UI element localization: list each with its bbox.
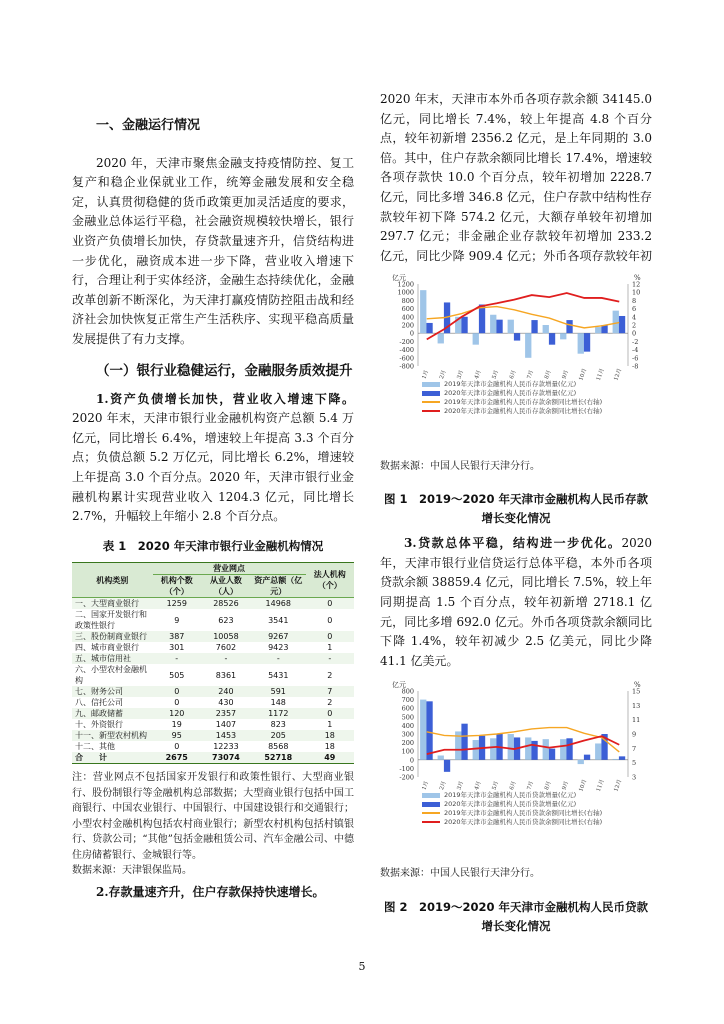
paragraph-1-heading: 1.资产负债增长加快，营业收入增速下降。: [96, 391, 354, 406]
cell-staff: 623: [218, 615, 234, 625]
bar-2020: [531, 320, 537, 333]
cell-name: 二、国家开发银行和政策性银行: [75, 610, 147, 631]
cell-name: 三、股份制商业银行: [72, 631, 153, 642]
th-type: 机构类别: [72, 563, 153, 598]
cell-legal: 7: [306, 686, 354, 697]
table-row: [72, 697, 354, 708]
paragraph-3-body: 2020 年，天津市银行业信贷运行总体平稳，本外币各项贷款余额 38859.4 亿元，同比增长 7.5%，较上年同期提高 1.5 个百分点，较年初新增 2718.1 亿元，同比多增 692.0 亿元。外币各项贷款余额同比下降 1.4%，较年初减少 2.5 亿美元，同比少降 41.1 亿美元。: [380, 536, 652, 668]
cell-name: 十二、其他: [75, 742, 115, 752]
cell-count: 0: [174, 698, 180, 708]
section-title: 一、金融运行情况: [96, 118, 201, 133]
x-tick: 11月: [595, 779, 606, 793]
cell-count: 95: [153, 730, 201, 741]
y-left-tick: -200: [399, 773, 414, 782]
y-right-tick: -2: [632, 337, 639, 346]
legend-label: 2019年天津市金融机构人民币存款余额同比增长(右轴): [444, 398, 603, 406]
legend-swatch: [422, 821, 440, 823]
table-source: 数据来源：天津银保监局。: [72, 865, 192, 877]
x-tick: 2月: [438, 780, 448, 792]
x-tick: 4月: [473, 369, 483, 380]
y-right-tick: 7: [632, 745, 637, 754]
bar-2019: [438, 756, 444, 760]
legend-item: [422, 389, 602, 398]
cell-assets: 823: [270, 720, 286, 730]
table-row: [72, 653, 354, 664]
x-tick: 3月: [456, 780, 466, 792]
bar-2020: [479, 305, 485, 334]
intro-paragraph: 2020 年，天津市聚焦金融支持疫情防控、复工复产和稳企业保就业工作，统筹金融发展和安全稳定，认真贯彻稳健的货币政策更加灵活适度的要求，金融业总体运行平稳，社会融资规模较快增长，银行业资产负债增长加快，存贷款量速齐升，信贷结构进一步优化，融资成本进一步下降，营业收入增速下行，合理让利于实体经济，金融生态持续优化，金融改革创新不断深化，为天津打赢疫情防控阻击战和经济社会加快恢复正常生产生活秩序、实现平稳高质量发展提供了有力支撑。: [72, 155, 354, 346]
th-staff: 从业人数（人）: [201, 575, 251, 598]
x-tick: 9月: [561, 780, 571, 792]
legend-label: 2019年天津市金融机构人民币贷款余额同比增长(右轴): [444, 809, 603, 818]
legend-item: [422, 407, 602, 416]
x-tick: 10月: [578, 779, 589, 793]
cell-count: 9: [174, 615, 180, 625]
bar-2019: [438, 333, 444, 343]
bar-2019: [420, 700, 426, 760]
y-left-tick: -200: [399, 337, 414, 346]
x-tick: 1月: [421, 780, 431, 792]
page-number: 5: [358, 960, 366, 973]
legend-swatch: [422, 812, 440, 814]
y-right-tick: 6: [632, 305, 637, 314]
cell-count: 301: [169, 643, 185, 653]
table-row: [72, 664, 354, 686]
legend-label: 2019年天津市金融机构人民币贷款增量(亿元): [444, 791, 577, 800]
cell-assets: 591: [251, 686, 306, 697]
x-tick: 12月: [613, 779, 624, 793]
cell-count: -: [153, 653, 201, 664]
bank-institutions-table: [72, 562, 354, 764]
bar-2019: [525, 333, 531, 358]
fig1-source: 数据来源：中国人民银行天津分行。: [380, 460, 540, 472]
cell-assets: 9267: [251, 631, 306, 642]
cell-staff: -: [201, 653, 251, 664]
bar-2020: [461, 317, 467, 333]
cell-count: 120: [153, 708, 201, 719]
legend-label: 2020年天津市金融机构人民币贷款增量(亿元): [444, 800, 577, 809]
legend-item: [422, 809, 602, 818]
deposit-chart: [380, 272, 652, 447]
cell-staff: 1453: [201, 730, 251, 741]
cell-assets: -: [251, 653, 306, 664]
bar-2019: [595, 744, 601, 760]
table-caption: 表 1 2020 年天津市银行业金融机构情况: [102, 538, 324, 553]
loan-chart: [380, 679, 652, 854]
bar-2020: [496, 320, 502, 334]
y-left-tick: -600: [399, 354, 414, 363]
y-left-tick: 200: [401, 739, 414, 748]
x-tick: 6月: [508, 369, 518, 380]
y-left-tick: 800: [401, 687, 414, 696]
bar-2019: [560, 740, 566, 761]
table-row: [72, 642, 354, 653]
x-tick: 7月: [526, 780, 536, 792]
cell-name: 合 计: [72, 752, 153, 764]
bar-2019: [420, 290, 426, 333]
y-left-tick: 400: [401, 722, 414, 731]
cell-staff: 8361: [215, 670, 237, 680]
bar-2020: [619, 316, 625, 333]
bar-2020: [531, 741, 537, 760]
y-left-tick: 1000: [397, 288, 414, 297]
y-right-unit: %: [634, 274, 641, 282]
y-left-tick: 200: [401, 321, 414, 330]
th-legal: 法人机构（个）: [306, 563, 354, 598]
bar-2019: [578, 760, 584, 764]
y-left-tick: 600: [401, 705, 414, 714]
x-tick: 1月: [421, 369, 431, 380]
bar-2020: [461, 724, 467, 760]
y-right-tick: 12: [632, 280, 641, 289]
y-right-tick: 4: [632, 313, 637, 322]
cell-staff: 240: [201, 686, 251, 697]
cell-legal: 1: [327, 720, 333, 730]
cell-name: 六、小型农村金融机构: [75, 665, 147, 686]
legend-label: 2019年天津市金融机构人民币存款增量(亿元): [444, 380, 577, 388]
legend-swatch: [422, 401, 440, 403]
cell-staff: 73074: [201, 752, 251, 764]
fig1-caption: [380, 490, 652, 528]
cell-staff: 7602: [215, 643, 237, 653]
legend-item: [422, 818, 602, 827]
cell-count: 0: [174, 742, 180, 752]
bar-2020: [426, 323, 432, 333]
th-assets: 资产总额（亿元）: [251, 575, 306, 598]
fig1-caption-line2: 增长变化情况: [481, 511, 551, 526]
paragraph-2-heading: 2.存款量速齐升，住户存款保持快速增长。: [96, 884, 325, 899]
y-right-tick: 9: [632, 730, 637, 739]
legend-item: [422, 398, 602, 407]
x-tick: 5月: [491, 780, 501, 792]
bar-2019: [560, 333, 566, 339]
cell-staff: 12233: [213, 742, 239, 752]
cell-assets: 205: [251, 730, 306, 741]
bar-2019: [543, 740, 549, 761]
y-right-tick: 5: [632, 759, 637, 768]
y-left-tick: 300: [401, 730, 414, 739]
legend-swatch: [422, 382, 440, 387]
legend-swatch: [422, 802, 440, 807]
bar-2020: [566, 739, 572, 761]
x-tick: 9月: [561, 369, 571, 380]
legend-label: 2020年天津市金融机构人民币存款余额同比增长(右轴): [444, 407, 603, 415]
bar-2019: [490, 315, 496, 333]
bar-2020: [514, 333, 520, 340]
x-tick: 7月: [526, 369, 536, 380]
cell-legal: 0: [306, 631, 354, 642]
cell-count: 2675: [153, 752, 201, 764]
cell-count: 387: [153, 631, 201, 642]
y-left-tick: 100: [401, 748, 414, 757]
paragraph-3: [380, 534, 652, 671]
bar-2019: [578, 333, 584, 354]
bar-2020: [619, 757, 625, 760]
y-right-unit: %: [634, 681, 641, 690]
cell-name: 十一、新型农村机构: [72, 730, 153, 741]
legend-item: [422, 380, 602, 389]
paragraph-1: [72, 390, 354, 527]
table-body: [72, 598, 354, 764]
cell-count: 19: [171, 720, 182, 730]
y-left-tick: 1200: [397, 280, 414, 289]
th-group: 营业网点: [153, 563, 306, 575]
cell-assets: 1172: [251, 708, 306, 719]
legend-label: 2020年天津市金融机构人民币存款增量(亿元): [444, 389, 577, 397]
legend-swatch: [422, 410, 440, 412]
table-row: [72, 631, 354, 642]
table-row: [72, 741, 354, 752]
y-left-tick: -400: [399, 346, 414, 355]
bar-2019: [613, 759, 619, 760]
y-left-tick: 600: [401, 305, 414, 314]
x-tick: 5月: [491, 369, 501, 380]
fig2-caption-line2: 增长变化情况: [481, 918, 551, 933]
cell-name: 十、外资银行: [75, 720, 123, 730]
table-row: [72, 598, 354, 610]
bar-2020: [426, 702, 432, 760]
cell-name: 七、财务公司: [72, 686, 153, 697]
table-row: [72, 730, 354, 741]
bar-2019: [525, 738, 531, 760]
legend-label: 2020年天津市金融机构人民币贷款余额同比增长(右轴): [444, 818, 603, 827]
paragraph-1-body: 2020 年末，天津市银行业金融机构资产总额 5.4 万亿元，同比增长 6.4%，增速较上年提高 3.3 个百分点；负债总额 5.2 万亿元，同比增长 6.2%，增速较上年提高 3.0 个百分点。2020 年，天津市银行业金融机构累计实现营业收入 1204.3 亿元，同比增长 2.7%，升幅较上年缩小 2.8 个百分点。: [72, 411, 354, 524]
cell-legal: 2: [327, 670, 333, 680]
bar-2019: [490, 739, 496, 761]
loan-chart-legend: [422, 791, 602, 827]
legend-item: [422, 791, 602, 800]
y-left-tick: 500: [401, 713, 414, 722]
cell-legal: 0: [306, 598, 354, 610]
left-column: [72, 112, 354, 902]
cell-name: 四、城市商业银行: [75, 643, 139, 653]
bar-2019: [543, 325, 549, 333]
y-left-tick: 700: [401, 696, 414, 705]
bar-2019: [613, 311, 619, 334]
cell-assets: 9423: [268, 643, 289, 653]
th-count: 机构个数（个）: [153, 575, 201, 598]
cell-staff: 2357: [201, 708, 251, 719]
subsection-title: （一）银行业稳健运行，金融服务质效提升: [96, 362, 353, 379]
bar-2019: [508, 320, 514, 334]
bar-2020: [566, 320, 572, 333]
x-tick: 8月: [543, 780, 553, 792]
paragraph-3-heading: 3.贷款总体平稳，结构进一步优化。: [404, 536, 622, 551]
fig2-caption: [380, 898, 652, 936]
fig2-source: 数据来源：中国人民银行天津分行。: [380, 867, 540, 879]
cell-count: 505: [169, 670, 185, 680]
cell-staff: 430: [218, 698, 234, 708]
cell-name: 一、大型商业银行: [72, 598, 153, 610]
bar-2019: [473, 333, 479, 344]
y-right-tick: -6: [632, 354, 639, 363]
table-row: [72, 708, 354, 719]
x-tick: 8月: [543, 369, 553, 380]
cell-assets: 14968: [251, 598, 306, 610]
bar-2019: [508, 734, 514, 760]
paragraph-2-body: 2020 年末，天津市本外币各项存款余额 34145.0 亿元，同比增长 7.4%，较上年提高 4.8 个百分点，较年初新增 2356.2 亿元，是上年同期的 3.0 倍。其中，住户存款余额同比增长 17.4%，增速较各项存款快 10.0 个百分点，较年初增加 2228.7 亿元，同比多增 346.8 亿元，住户存款中结构性存款较年初下降 574.2 亿元，大额存单较年初增加 297.7 亿元；非金融企业存款较年初增加 233.2 亿元，同比少降 909.4 亿元；外币各项存款较年初: [380, 92, 652, 263]
cell-assets: 8568: [268, 742, 289, 752]
table-row: [72, 719, 354, 730]
legend-swatch: [422, 793, 440, 798]
x-tick: 10月: [578, 367, 589, 382]
cell-assets: 5431: [268, 670, 289, 680]
bar-2020: [584, 333, 590, 351]
table-row: [72, 609, 354, 631]
y-right-tick: 13: [632, 702, 641, 711]
x-tick: 6月: [508, 780, 518, 792]
fig2-caption-line1: 图 2 2019～2020 年天津市金融机构人民币贷款: [383, 899, 649, 914]
bar-2020: [584, 755, 590, 760]
cell-legal: 18: [324, 742, 335, 752]
bar-2019: [473, 740, 479, 760]
x-tick: 2月: [438, 369, 448, 380]
cell-legal: 0: [327, 615, 333, 625]
cell-name: 八、信托公司: [75, 698, 123, 708]
cell-staff: 28526: [201, 598, 251, 610]
cell-staff: 1407: [215, 720, 237, 730]
cell-assets: 52718: [251, 752, 306, 764]
y-right-tick: -8: [632, 362, 639, 371]
cell-name: 五、城市信用社: [72, 653, 153, 664]
y-left-tick: 0: [409, 329, 414, 338]
fig1-caption-line1: 图 1 2019～2020 年天津市金融机构人民币存款: [383, 492, 649, 507]
y-left-tick: -800: [399, 362, 414, 371]
y-right-tick: 3: [632, 773, 637, 782]
y-left-tick: 800: [401, 296, 414, 305]
cell-legal: 18: [306, 730, 354, 741]
cell-legal: 49: [306, 752, 354, 764]
cell-count: 1259: [153, 598, 201, 610]
cell-legal: 1: [327, 643, 333, 653]
cell-name: 九、邮政储蓄: [72, 708, 153, 719]
y-left-unit: 亿元: [392, 274, 406, 282]
x-tick: 12月: [613, 367, 624, 382]
bar-2020: [549, 749, 555, 760]
right-column: [380, 90, 652, 942]
y-left-tick: 0: [409, 756, 414, 765]
cell-staff: 10058: [201, 631, 251, 642]
deposit-chart-legend: [422, 380, 602, 416]
cell-count: 0: [153, 686, 201, 697]
y-left-tick: -100: [399, 765, 414, 774]
y-right-tick: 8: [632, 296, 637, 305]
cell-legal: 0: [306, 708, 354, 719]
y-right-tick: 11: [632, 716, 641, 725]
bar-2020: [549, 333, 555, 344]
table-total-row: [72, 752, 354, 764]
table-note: 注：营业网点不包括国家开发银行和政策性银行、大型商业银行、股份制银行等金融机构总部数据；大型商业银行包括中国工商银行、中国农业银行、中国银行、中国建设银行和交通银行；小型农村金融机构包括农村商业银行；新型农村机构包括村镇银行、贷款公司；“其他”包括金融租赁公司、汽车金融公司、中德住房储蓄银行、金城银行等。: [72, 772, 354, 861]
y-right-tick: 10: [632, 288, 641, 297]
cell-legal: -: [306, 653, 354, 664]
paragraph-2-start: [72, 883, 354, 903]
bar-2019: [595, 327, 601, 333]
x-tick: 11月: [595, 367, 606, 382]
y-right-tick: 15: [632, 687, 641, 696]
legend-item: [422, 800, 602, 809]
cell-assets: 3541: [268, 615, 289, 625]
y-right-tick: -4: [632, 346, 639, 355]
bar-2020: [444, 760, 450, 772]
legend-swatch: [422, 391, 440, 396]
y-right-tick: 0: [632, 329, 637, 338]
cell-legal: 2: [327, 698, 333, 708]
y-left-tick: 400: [401, 313, 414, 322]
y-right-tick: 2: [632, 321, 637, 330]
x-tick: 3月: [456, 369, 466, 380]
x-tick: 4月: [473, 780, 483, 792]
y-left-unit: 亿元: [392, 681, 406, 690]
table-row: [72, 686, 354, 697]
cell-assets: 148: [270, 698, 286, 708]
